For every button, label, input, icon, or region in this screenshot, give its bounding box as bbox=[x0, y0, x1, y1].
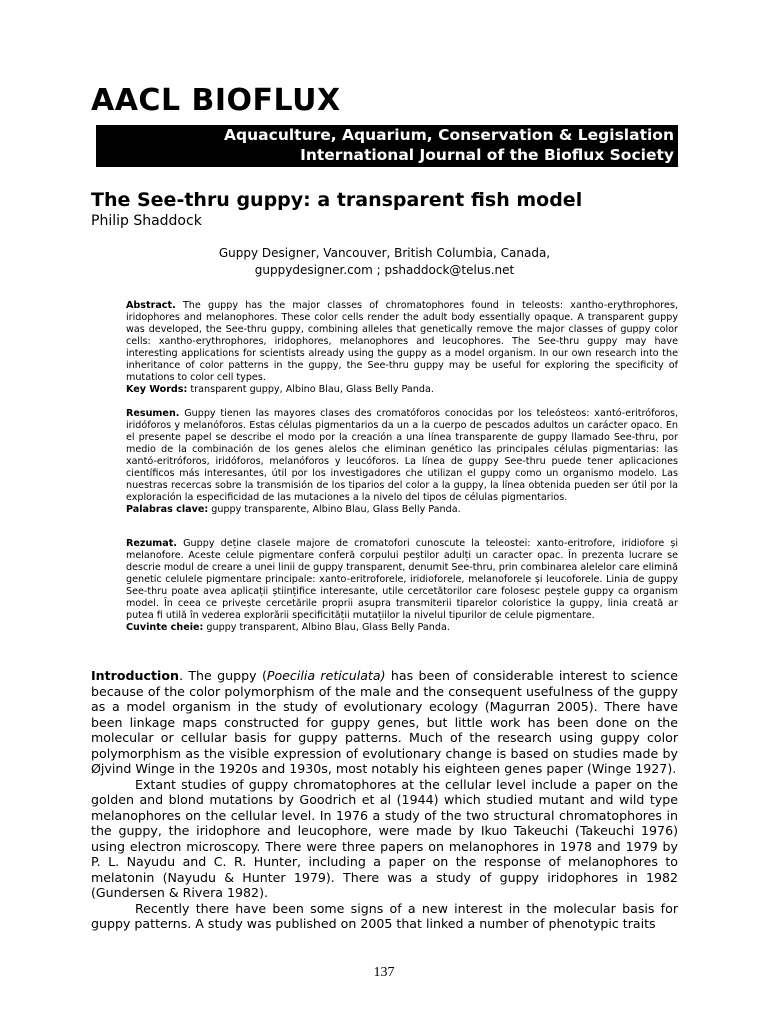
affiliation-line-2: guppydesigner.com ; pshaddock@telus.net bbox=[254, 263, 515, 277]
resumen-label: Resumen. bbox=[126, 408, 180, 419]
rezumat-text: Guppy deține clasele majore de cromatofori cunoscute la teleostei: xanto-eritrofore, iridiofore și melanofore. Aceste celule pigmentare conferă corpului peștilor adulți un caracter opac. În prezenta lucrare se descrie modul de creare a unei linii de guppy transparent, denumit See-thru, prin combinarea alelelor care elimină genetic celulele pigmentare principale: xanto-eritroforele, iridioforele, melanoforele și leucoforele. Linia de guppy See-thru poate avea aplicații științifice interesante, utile cercetătorilor care folosesc peștele guppy ca organism model. În ceea ce privește cercetările proprii asupra transmiterii tiparelor coloristice la guppy, linia creată ar putea fi utilă în vederea explorării specificității mutațiilor la nivelul tipurilor de celule pigmentare. bbox=[126, 538, 678, 621]
journal-subtitle-line-2: International Journal of the Bioflux Society bbox=[300, 146, 674, 164]
intro-text-b: has been of considerable interest to science because of the color polymorphism of the male and the consequent usefulness of the guppy as a model organism in the study of evolutionary ecology (Magurran 2005). There have been linkage maps constructed for guppy genes, but little work has been done on the molecular or cellular basis for guppy patterns. Much of the research using guppy color polymorphism as the visible expression of evolutionary change is based on studies made by Øjvind Winge in the 1920s and 1930s, most notably his eighteen genes paper (Winge 1927). bbox=[91, 668, 678, 776]
journal-subtitle-line-1: Aquaculture, Aquarium, Conservation & Legislation bbox=[224, 126, 674, 144]
keywords-label: Key Words: bbox=[126, 384, 188, 395]
keywords-spanish bbox=[126, 504, 678, 516]
journal-banner bbox=[96, 125, 678, 167]
introduction-section bbox=[91, 668, 678, 932]
affiliation bbox=[91, 245, 678, 279]
abstract-spanish-body bbox=[126, 408, 678, 504]
abstract-romanian-body bbox=[126, 538, 678, 622]
cuvinte-cheie-text: guppy transparent, Albino Blau, Glass Belly Panda. bbox=[206, 622, 450, 633]
introduction-heading: Introduction bbox=[91, 668, 179, 683]
article-author: Philip Shaddock bbox=[91, 213, 202, 229]
keywords-english bbox=[126, 384, 678, 396]
abstract-label: Abstract. bbox=[126, 300, 176, 311]
article-title: The See-thru guppy: a transparent fish model bbox=[91, 189, 583, 211]
intro-paragraph-3: Recently there have been some signs of a new interest in the molecular basis for guppy patterns. A study was published on 2005 that linked a number of phenotypic traits bbox=[91, 900, 678, 931]
palabras-clave-text: guppy transparente, Albino Blau, Glass Belly Panda. bbox=[211, 504, 461, 515]
abstract-spanish bbox=[126, 408, 678, 516]
abstract-english-body bbox=[126, 300, 678, 384]
keywords-romanian bbox=[126, 622, 678, 634]
journal-name: AACL BIOFLUX bbox=[91, 83, 341, 118]
species-name: Poecilia reticulata) bbox=[266, 668, 386, 683]
keywords-text: transparent guppy, Albino Blau, Glass Belly Panda. bbox=[190, 384, 434, 395]
rezumat-label: Rezumat. bbox=[126, 538, 178, 549]
page-number: 137 bbox=[373, 965, 395, 980]
abstract-romanian bbox=[126, 538, 678, 634]
intro-paragraph-1 bbox=[91, 668, 678, 777]
cuvinte-cheie-label: Cuvinte cheie: bbox=[126, 622, 204, 633]
affiliation-line-1: Guppy Designer, Vancouver, British Columbia, Canada, bbox=[218, 246, 551, 260]
abstract-text: The guppy has the major classes of chromatophores found in teleosts: xantho-erythrophores, iridophores and melanophores. These color cells render the adult body essentially opaque. A transparent guppy was developed, the See-thru guppy, combining alleles that genetically remove the major classes of guppy color cells: xantho-erythrophores, iridophores, melanophores and leucophores. The See-thru guppy may have interesting applications for scientists already using the guppy as a model organism. In our own research into the inheritance of color patterns in the guppy, the See-thru guppy may be useful for exploring the specificity of mutations to color cell types. bbox=[126, 300, 678, 383]
intro-paragraph-2: Extant studies of guppy chromatophores at the cellular level include a paper on the golden and blond mutations by Goodrich et al (1944) which studied mutant and wild type melanophores on the cellular level. In 1976 a study of the two structural chromatophores in the guppy, the iridophore and leucophore, were made by Ikuo Takeuchi (Takeuchi 1976) using electron microscopy. There were three papers on melanophores in 1978 and 1979 by P. L. Nayudu and C. R. Hunter, including a paper on the response of melanophores to melatonin (Nayudu & Hunter 1979). There was a study of guppy iridophores in 1982 (Gundersen & Rivera 1982). bbox=[91, 776, 678, 900]
abstract-english bbox=[126, 300, 678, 396]
resumen-text: Guppy tienen las mayores clases des cromatóforos conocidas por los teleósteos: xantó-eritróforos, iridóforos y melanóforos. Estas células pigmentarios da un a la cuerpo de pescados adultos un carácter opaco. En el presente papel se describe el modo por la creación a una línea transparente de guppy llamado See-thru, por medio de la combinación de los genes alelos che eliminan genético las principales células pigmentarias: las xantó-eritróforos, iridóforos, melanóforos y leucóforos. La línea de guppy See-thru puede tener aplicaciones científicos más interesantes, útil por los investigadores che utilizan el guppy como un organismo modelo. Las nuestras recercas sobre la transmisión de los tiparios del color a la guppy, la línea obtenida pueden ser útil por la exploración la especificidad de las mutaciones a la nivelo del tipos de células pigmentarios. bbox=[126, 408, 678, 503]
palabras-clave-label: Palabras clave: bbox=[126, 504, 209, 515]
intro-text-a: . The guppy ( bbox=[178, 668, 267, 683]
